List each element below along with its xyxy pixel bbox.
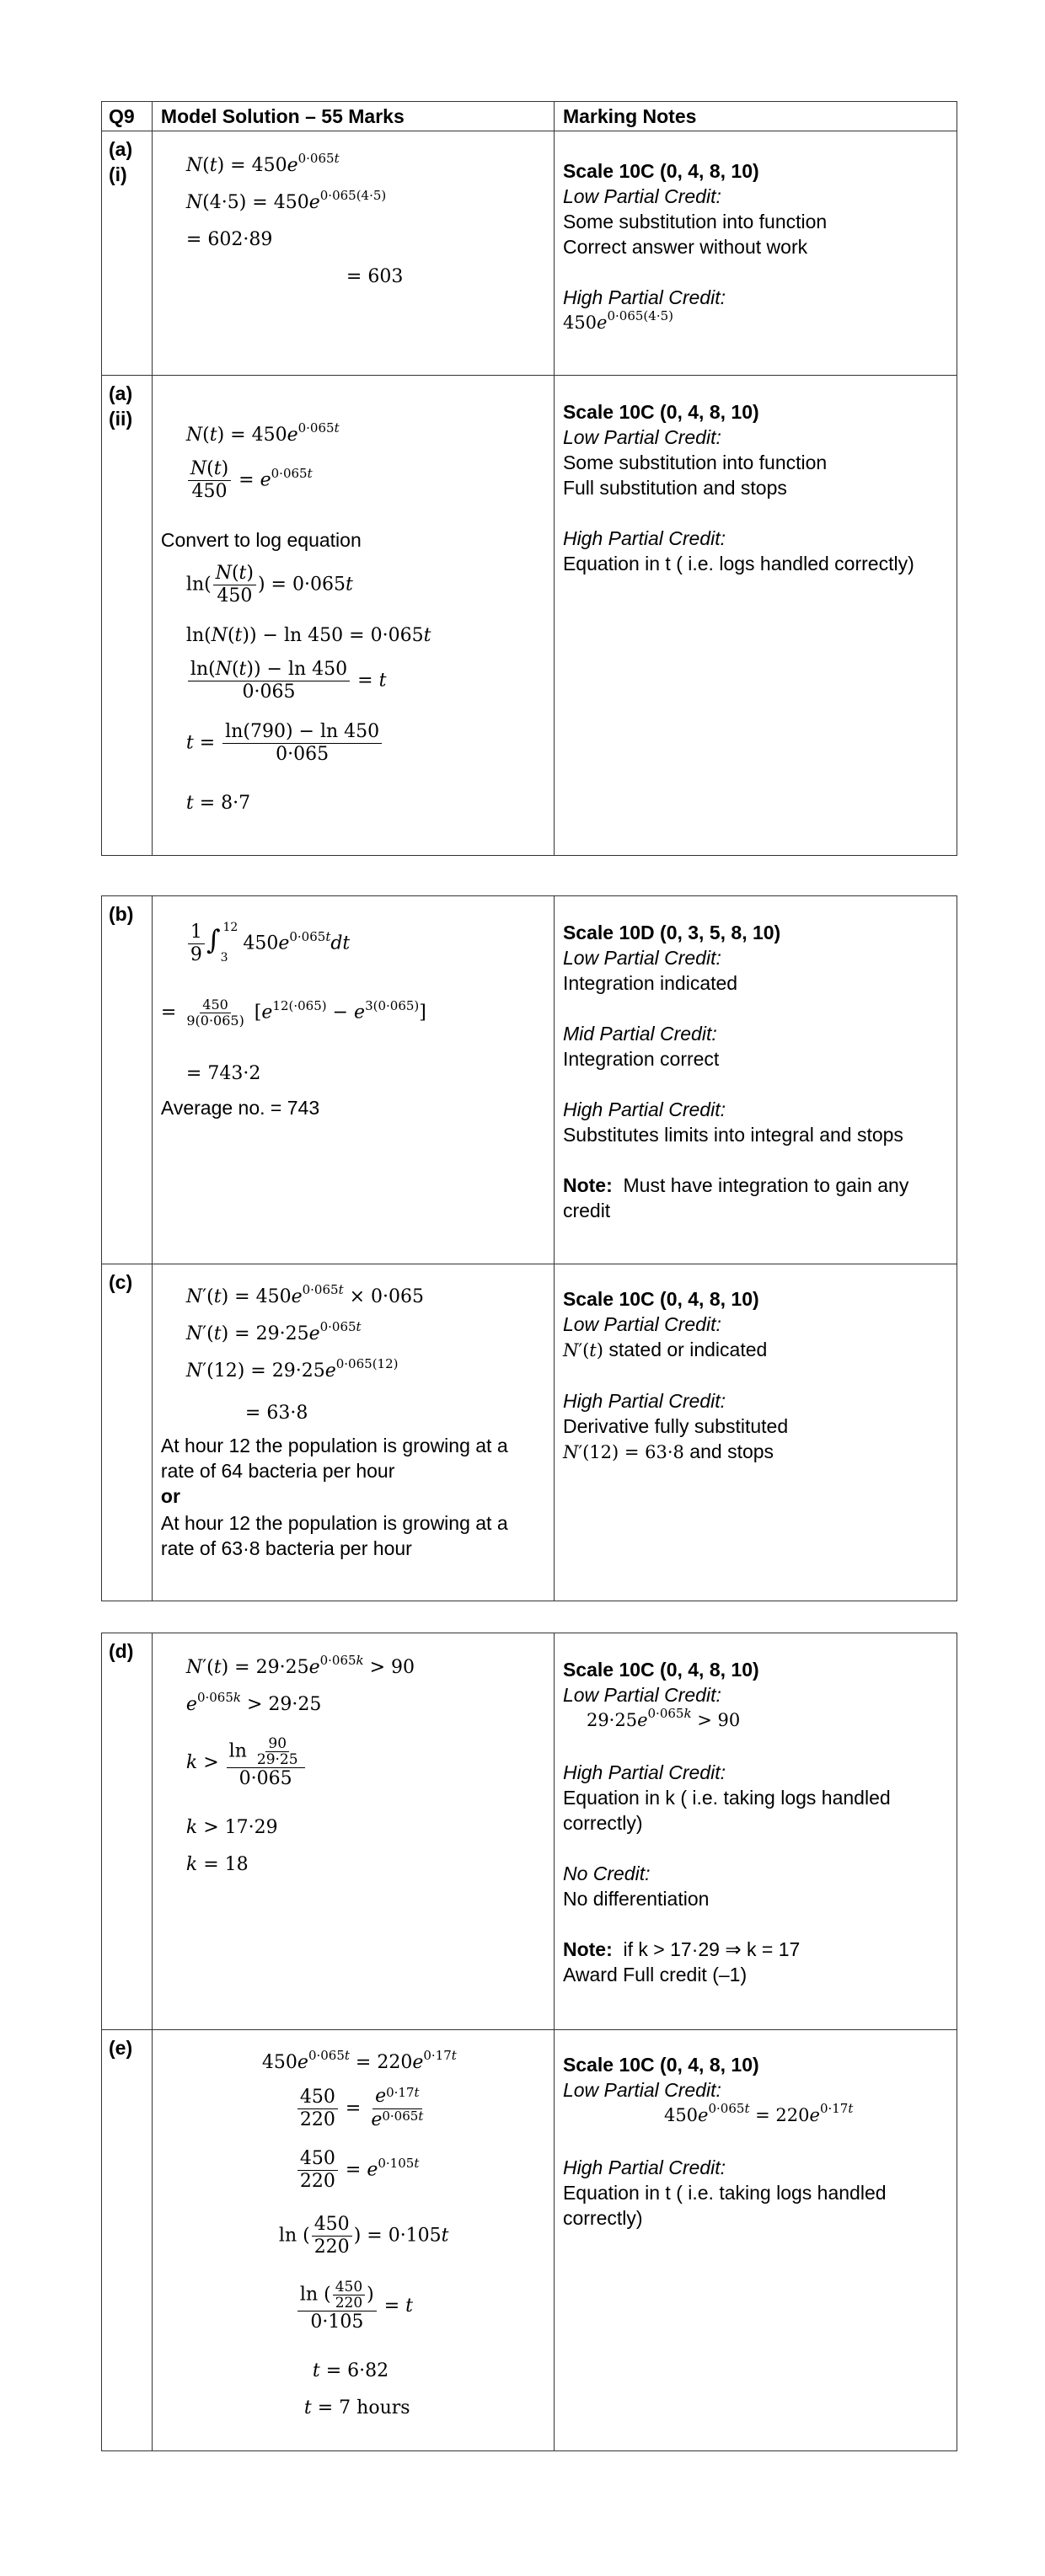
header-notes: Marking Notes (562, 105, 697, 127)
note-item: Integration indicated (562, 972, 738, 994)
subpart-label: (ii) (109, 408, 133, 430)
note-text: Must have integration to gain any credit (562, 1174, 909, 1221)
no-credit-title: No Credit: (562, 1863, 651, 1884)
note-math: $450e^{0\cdot 065(4\cdot 5)}$ (562, 308, 673, 333)
math-line: ln ( $\frac{450}{220}$ ) 0·105 = t (296, 2279, 413, 2333)
scale-label: Scale 10C (0, 4, 8, 10) (562, 1288, 759, 1310)
math-line: t = 7 hours (303, 2397, 410, 2418)
note-item: Award Full credit (–1) (562, 1964, 748, 1985)
scale-label: Scale 10D (0, 3, 5, 8, 10) (562, 922, 781, 943)
math-line: $N'(12) = 29\cdot 25e^{0\cdot 065(12)}$ (185, 1356, 399, 1382)
math-line: $e^{0\cdot 065k} > 29\cdot 25$ (185, 1690, 322, 1715)
low-credit-title: Low Partial Credit: (562, 426, 721, 448)
scale-label: Scale 10C (0, 4, 8, 10) (562, 1659, 759, 1681)
or-text: or (160, 1485, 180, 1507)
convert-text: Convert to log equation (160, 529, 362, 551)
row-b (102, 896, 957, 1264)
low-credit-title: Low Partial Credit: (562, 1313, 721, 1335)
note-item: Substitutes limits into integral and stops (562, 1124, 903, 1146)
math-line: = 602·89 (185, 229, 273, 250)
note-item: N′(12) = 63·8 and stops (562, 1440, 774, 1462)
math-line: ln ( $\frac{450}{220}$ ) = 0·105t (278, 2214, 449, 2258)
note-math: $29\cdot 25e^{0\cdot 065k} > 90$ (586, 1706, 741, 1730)
low-credit-title: Low Partial Credit: (562, 1684, 721, 1706)
math-line: $\frac{450}{220}$ = $e^{0\cdot 105t}$ (296, 2148, 419, 2193)
low-credit-title: Low Partial Credit: (562, 2079, 721, 2101)
table-part-a (101, 101, 957, 856)
row-a-i (102, 131, 957, 375)
high-credit-title: High Partial Credit: (562, 527, 726, 549)
solution-d (153, 1633, 555, 2029)
note-item: N′(t) stated or indicated (562, 1339, 768, 1360)
math-line: t = 8·7 (185, 793, 251, 814)
scale-label: Scale 10C (0, 4, 8, 10) (562, 401, 759, 423)
part-label: (a) (109, 382, 133, 404)
notes-d (555, 1633, 957, 2029)
math-line: $N(t) = 450e^{0\cdot 065t}$ (185, 420, 340, 446)
low-credit-title: Low Partial Credit: (562, 185, 721, 207)
row-a-ii (102, 375, 957, 855)
mid-credit-title: Mid Partial Credit: (562, 1023, 717, 1045)
math-line: = 603 (346, 266, 404, 287)
note-item: Correct answer without work (562, 236, 808, 258)
label-a-ii (102, 376, 153, 855)
label-d: (d) (102, 1633, 153, 2029)
notes-e (555, 2030, 957, 2450)
label-b: (b) (102, 896, 153, 1264)
math-line: = 63·8 (244, 1403, 308, 1424)
high-credit-title: High Partial Credit: (562, 286, 726, 308)
note-line (563, 1937, 948, 1962)
math-line: $\frac{1}{9}$ $\int_3^{12}450e^{0\cdot 065t}dt$ (186, 922, 350, 966)
note-item: Equation in t ( i.e. taking logs handled correctly) (562, 2182, 887, 2229)
conclusion-1 (161, 1433, 540, 1483)
note-item: Full substitution and stops (562, 477, 787, 499)
note-text: if k > 17·29 ⇒ k = 17 (623, 1938, 801, 1960)
notes-a-i (555, 131, 957, 375)
average-text: Average no. = 743 (160, 1097, 320, 1119)
note-item: Some substitution into function (562, 452, 828, 473)
note-item: Equation in k ( i.e. taking logs handled correctly) (562, 1787, 891, 1834)
note-label: Note: (562, 1938, 613, 1960)
high-credit-title: High Partial Credit: (562, 1390, 726, 1412)
math-line: ln(N(t)) − ln 450 = 0·065t (185, 625, 431, 646)
high-credit-title: High Partial Credit: (562, 1761, 726, 1783)
math-line: $N'(t) = 29\cdot 25e^{0\cdot 065t}$ (185, 1319, 362, 1344)
part-label: (a) (109, 138, 133, 160)
row-e (102, 2029, 957, 2450)
math-line: t = $\frac{\ln(790) - \ln 450}{0\cdot 065}$ (186, 721, 383, 766)
low-credit-title: Low Partial Credit: (562, 947, 721, 969)
math-line: $N(t) = 450e^{0\cdot 065t}$ (185, 151, 340, 176)
math-line: = $\frac{450}{9(0\cdot 065)}$ $[e^{12(\cdot 065)} - e^{3(0\cdot 065)}]$ (160, 997, 426, 1029)
row-d (102, 1633, 957, 2029)
note-math: $450e^{0\cdot 065t} = 220e^{0\cdot 17t}$ (663, 2101, 854, 2125)
table-part-d-e (101, 1633, 957, 2451)
math-line: $N'(t) = 450e^{0\cdot 065t} \times 0\cdot 065$ (185, 1282, 424, 1307)
math-line: $\frac{\ln(N(t)) - \ln 450}{0\cdot 065}$ = t (186, 659, 387, 703)
scale-label: Scale 10C (0, 4, 8, 10) (562, 2054, 759, 2076)
table-header-row (102, 102, 957, 131)
solution-c (153, 1264, 555, 1601)
solution-a-ii (153, 376, 555, 855)
header-question: Q9 (102, 102, 153, 131)
math-line: = 743·2 (185, 1063, 261, 1084)
note-item: Some substitution into function (562, 211, 828, 232)
math-line: k = 18 (185, 1854, 249, 1875)
math-line: ln( $\frac{N(t)}{450}$ ) = 0·065t (185, 563, 353, 607)
math-line: t = 6·82 (312, 2360, 389, 2381)
solution-b (153, 896, 555, 1264)
note-label: Note: (562, 1174, 613, 1196)
math-line: $\frac{450}{220}$ = $\frac{e^{0\cdot 17t}}{e^{0\cdot 065t}}$ (296, 2086, 427, 2132)
math-line: $\frac{N(t)}{450}$ = $e^{0\cdot 065t}$ (186, 458, 313, 503)
math-line: k > 17·29 (185, 1817, 278, 1838)
note-item: Derivative fully substituted (562, 1415, 789, 1437)
conclusion-text: At hour 12 the population is growing at a rate of 64 bacteria per hour (160, 1435, 508, 1482)
notes-c (555, 1264, 957, 1601)
notes-a-ii (555, 376, 957, 855)
high-credit-title: High Partial Credit: (562, 2156, 726, 2178)
label-c: (c) (102, 1264, 153, 1601)
math-line: $N(4\cdot 5) = 450e^{0\cdot 065(4\cdot 5)}$ (185, 188, 387, 213)
scale-label: Scale 10C (0, 4, 8, 10) (562, 160, 759, 182)
header-solution: Model Solution – 55 Marks (153, 102, 555, 131)
subpart-label: (i) (109, 163, 127, 185)
conclusion-2 (161, 1510, 540, 1561)
math-line: $N'(t) = 29\cdot 25e^{0\cdot 065k} > 90$ (185, 1653, 415, 1678)
note-item: No differentiation (562, 1888, 710, 1910)
solution-e (153, 2030, 555, 2450)
row-c (102, 1264, 957, 1601)
math-line: k > ln $\frac{90}{29\cdot 25}$ 0·065 (186, 1736, 307, 1790)
solution-a-i (153, 131, 555, 375)
math-line: $450e^{0\cdot 065t} = 220e^{0\cdot 17t}$ (261, 2048, 457, 2073)
note-item: Integration correct (562, 1048, 720, 1070)
label-e: (e) (102, 2030, 153, 2450)
conclusion-text: At hour 12 the population is growing at a rate of 63·8 bacteria per hour (160, 1512, 508, 1559)
notes-b (555, 896, 957, 1264)
table-part-b-c (101, 895, 957, 1601)
label-a-i (102, 131, 153, 375)
high-credit-title: High Partial Credit: (562, 1098, 726, 1120)
note-line (563, 1173, 948, 1223)
note-item: Equation in t ( i.e. logs handled correctly) (562, 553, 914, 575)
